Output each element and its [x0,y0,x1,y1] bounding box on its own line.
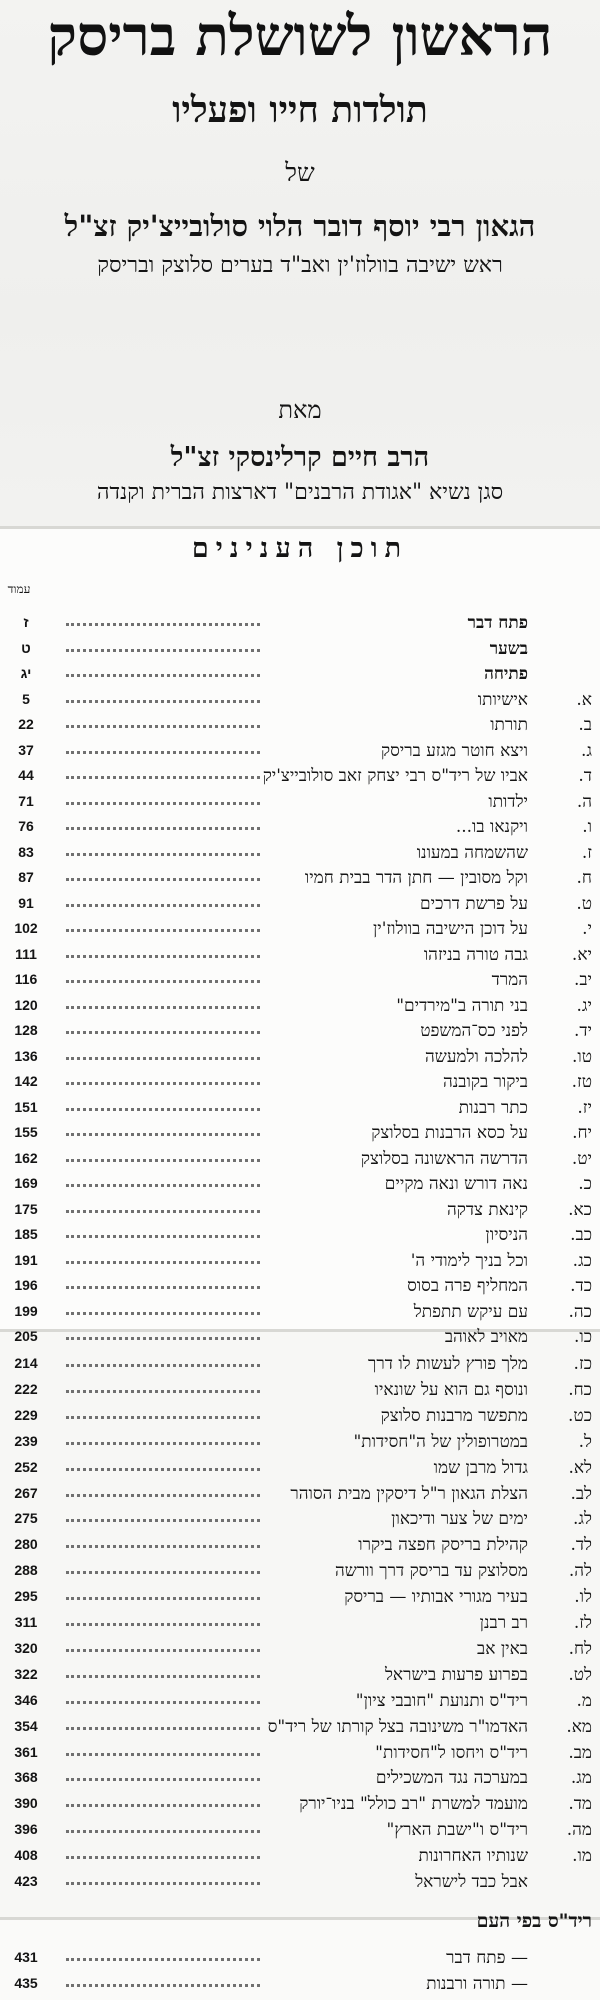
of-word: של [285,158,315,187]
toc-chapter-letter: יב. [573,970,592,990]
toc-entry-title: הצלת הגאון ר"ל דיסקין מבית הסוהר [290,1484,528,1504]
toc-entry-title: גדול מרבן שמו [433,1458,528,1478]
toc-entry [0,1298,600,1326]
toc-page-number: 239 [14,1433,38,1449]
toc-entry [0,1531,600,1559]
toc-entry-title: אביו של ריד"ס רבי יצחק זאב סולובייצ'יק [262,766,528,786]
toc-chapter-letter: לט. [568,1665,592,1685]
toc-page-number: ז [23,614,29,630]
toc-chapter-letter: יא. [571,945,592,965]
toc-entry [0,1557,600,1585]
toc-chapter-letter: מה. [566,1820,592,1840]
toc-entry [0,1583,600,1611]
toc-chapter-letter: לג. [573,1509,592,1529]
toc-page-number: 175 [14,1201,38,1217]
book-title: הראשון לשושלת בריסק [47,3,553,68]
toc-entry-title: בני תורה ב"מירדים" [396,996,528,1016]
toc-entry-title: לפני כס־המשפט [420,1021,528,1041]
toc-entry [0,1816,600,1844]
toc-page-number: 222 [14,1381,38,1397]
toc-entry [0,1221,600,1249]
toc-entry-title: ויצא חוטר מגזע בריסק [381,741,528,761]
toc-entry-title: שנותיו האחרונות [418,1846,528,1866]
author-name: הרב חיים קרלינסקי זצ"ל [170,442,430,473]
toc-chapter-letter: יט. [571,1149,592,1169]
toc-page-number: 368 [14,1769,38,1785]
toc-chapter-letter: י. [582,919,592,939]
toc-chapter-letter: לב. [570,1484,592,1504]
toc-entry [0,966,600,994]
toc-page-number: 229 [14,1407,38,1423]
toc-page-number: 162 [14,1150,38,1166]
toc-page-number: 196 [14,1277,38,1293]
toc-entry [0,1480,600,1508]
toc-entry [0,864,600,892]
toc-chapter-letter: לו. [574,1587,592,1607]
photo-seam [0,526,600,529]
toc-chapter-letter: ה. [576,792,592,812]
toc-entry-title: להלכה ולמעשה [425,1047,528,1067]
toc-entry-title: מאויב לאוהב [444,1327,528,1347]
toc-chapter-letter: טז. [571,1072,592,1092]
toc-entry [0,1790,600,1818]
toc-page-number: 120 [14,997,38,1013]
title-page [0,0,600,527]
toc-chapter-letter: כח. [568,1380,592,1400]
toc-page-number: 205 [14,1328,38,1344]
toc-page-number: 191 [14,1252,38,1268]
toc-entry-title: רב רבנן [479,1613,528,1633]
toc-entry [0,1739,600,1767]
toc-page-number: 423 [14,1873,38,1889]
toc-entry-title: שהשמחה במעונו [416,843,528,863]
toc-header: תוכן הענינים [191,533,409,564]
toc-page-number: 142 [14,1073,38,1089]
toc-page-number: 214 [14,1355,38,1371]
toc-entry [0,1170,600,1198]
toc-page-number: 37 [18,742,34,758]
subject-name: הגאון רבי יוסף דובר הלוי סולובייצ'יק זצ"ל [64,209,536,243]
toc-entry [0,1068,600,1096]
toc-page-number: 83 [18,844,34,860]
toc-chapter-letter: כו. [573,1327,592,1347]
toc-entry [0,915,600,943]
toc-entry [0,1970,600,1998]
toc-entry [0,1017,600,1045]
toc-entry-title: ונוסף גם הוא על שונאיו [374,1380,528,1400]
toc-entry-title: קינאת צדקה [446,1200,528,1220]
toc-entry-title: ילדותו [488,792,528,812]
toc-entry-title: פתיחה [484,664,528,684]
toc-page-number: 320 [14,1640,38,1656]
toc-entry [0,1868,600,1896]
toc-entry [0,839,600,867]
toc-chapter-letter: כד. [570,1276,592,1296]
toc-entry-title: גבה טורה בניזהו [423,945,528,965]
toc-entry [0,1713,600,1741]
toc-chapter-letter: ט. [576,894,592,914]
toc-chapter-letter: מג. [570,1768,592,1788]
toc-page-number: 87 [18,869,34,885]
author-role: סגן נשיא "אגודת הרבנים" דארצות הברית וקנדה [96,480,504,505]
toc-entry-title: — תורה ורבנות [426,1974,528,1994]
toc-chapter-letter: לז. [573,1613,592,1633]
toc-entry-title: בפרוע פרעות בישראל [384,1665,528,1685]
toc-page-number: 91 [18,895,34,911]
toc-entry [0,1402,600,1430]
toc-entry [0,941,600,969]
toc-entry [0,1687,600,1715]
toc-entry-title: נאה דורש ונאה מקיים [384,1174,528,1194]
toc-page-number: 390 [14,1795,38,1811]
toc-entry [0,1196,600,1224]
toc-entry [0,1094,600,1122]
toc-chapter-letter: טו. [571,1047,592,1067]
toc-entry [0,737,600,765]
toc-entry-title: מסלוצק עד בריסק דרך וורשה [335,1561,528,1581]
toc-entry-title: מועמד למשרת "רב כולל" בניו־יורק [299,1794,528,1814]
toc-page-number: 252 [14,1459,38,1475]
toc-entry [0,1842,600,1870]
toc-chapter-letter: ל. [578,1432,592,1452]
toc-page-number: 354 [14,1718,38,1734]
toc-entry [0,813,600,841]
by-word: מאת [278,396,322,424]
toc-entry-title: על דוכן הישיבה בוולוז'ין [372,919,528,939]
toc-page-number: 431 [14,1949,38,1965]
toc-entry-title: וקל מסובין — חתן הדר בבית חמיו [304,868,528,888]
toc-entry-title: האדמו"ר משינובה בצל קורתו של ריד"ס [267,1717,528,1737]
toc-entry [0,635,600,663]
toc-entry [0,1764,600,1792]
toc-page-number: 288 [14,1562,38,1578]
toc-page-number: 185 [14,1226,38,1242]
toc-page-number: 267 [14,1485,38,1501]
toc-chapter-letter: כה. [568,1302,592,1322]
toc-entry [0,992,600,1020]
toc-entry [0,686,600,714]
toc-entry [0,890,600,918]
toc-chapter-letter: מ. [576,1691,592,1711]
toc-entry-title: ימים של צער ודיכאון [391,1509,528,1529]
toc-entry-title: תורתו [490,715,528,735]
toc-entry-title: וכל בניך לימודי ה' [410,1251,528,1271]
toc-chapter-letter: יז. [577,1098,592,1118]
toc-page-number: 71 [18,793,34,809]
toc-chapter-letter: מד. [568,1794,592,1814]
toc-page-number: 136 [14,1048,38,1064]
toc-page-number: 435 [14,1975,38,1991]
toc-page-number: 111 [15,946,37,962]
toc-entry [0,762,600,790]
toc-chapter-letter: מו. [572,1846,592,1866]
toc-entry [0,1944,600,1972]
page-column-label: עמוד [7,582,31,596]
toc-chapter-letter: כג. [572,1251,592,1271]
toc-entry-title: באין אב [477,1639,528,1659]
toc-entry-title: ריד"ס ו"ישבת הארץ" [386,1820,528,1840]
toc-page-number: 199 [14,1303,38,1319]
toc-chapter-letter: לא. [568,1458,592,1478]
toc-entry-title: המחליף פרה בסוס [407,1276,528,1296]
toc-page-number: 155 [14,1124,38,1140]
toc-entry-title: כתר רבנות [458,1098,528,1118]
toc-chapter-letter: יח. [572,1123,592,1143]
toc-entry-title: בעיר מגורי אבותיו — בריסק [344,1587,528,1607]
toc-entry-title: ביקור בקובנה [443,1072,528,1092]
toc-page-number: יג [20,665,32,681]
toc-entry-title: על כסא הרבנות בסלוצק [371,1123,528,1143]
toc-page-number: 116 [14,971,38,987]
toc-entry [0,711,600,739]
toc-page-number: 22 [18,716,34,732]
toc-entry-title: הדרשה הראשונה בסלוצק [360,1149,528,1169]
toc-page-number: 311 [14,1614,38,1630]
toc-chapter-letter: יד. [573,1021,592,1041]
toc-entry [0,1454,600,1482]
toc-page-number: 76 [18,818,34,834]
toc-chapter-letter: כז. [573,1354,592,1374]
toc-entry [0,1247,600,1275]
toc-chapter-letter: לח. [568,1639,592,1659]
toc-entry-title: קהילת בריסק חפצה ביקרו [358,1535,528,1555]
toc-page-number: 346 [14,1692,38,1708]
toc-page-number: 44 [18,767,34,783]
toc-entry [0,788,600,816]
toc-entry-title: המרד [491,970,528,990]
section-heading: ריד"ס בפי העם [476,1910,592,1932]
book-subtitle: תולדות חייו ופעליו [172,89,428,131]
toc-page-number: 295 [14,1588,38,1604]
toc-entry-title: ריד"ס ויחסו ל"חסידות" [375,1743,528,1763]
toc-page-number: ט [21,640,31,656]
toc-chapter-letter: לה. [568,1561,592,1581]
toc-chapter-letter: ב. [578,715,592,735]
toc-page-number: 275 [14,1510,38,1526]
toc-entry [0,1661,600,1689]
toc-chapter-letter: א. [576,690,592,710]
toc-entry-title: ריד"ס ותנועת "חובבי ציון" [355,1691,528,1711]
subject-role: ראש ישיבה בוולוז'ין ואב"ד בערים סלוצק ובריסק [97,253,503,278]
toc-entry [0,660,600,688]
toc-entry [0,1323,600,1351]
toc-entry-title: בשער [489,639,528,659]
toc-entry [0,1272,600,1300]
toc-entry [0,1119,600,1147]
toc-chapter-letter: מא. [566,1717,592,1737]
toc-chapter-letter: לד. [570,1535,592,1555]
toc-page-number: 102 [14,920,38,936]
toc-page-number: 128 [14,1022,38,1038]
toc-page-number: 361 [14,1744,38,1760]
toc-entry-title: במטרופולין של ה"חסידות" [353,1432,528,1452]
toc-chapter-letter: יג. [576,996,592,1016]
toc-entry-title: מלך פורץ לעשות לו דרך [368,1354,528,1374]
toc-entry-title: במערכה נגד המשכילים [375,1768,528,1788]
toc-entry [0,1350,600,1378]
toc-chapter-letter: כא. [568,1200,592,1220]
toc-entry [0,1505,600,1533]
toc-chapter-letter: ג. [580,741,592,761]
toc-entry-title: אישיותו [477,690,528,710]
toc-entry-title: הניסיון [485,1225,528,1245]
toc-chapter-letter: ז. [581,843,592,863]
toc-entry-title: — פתח דבר [446,1948,528,1968]
toc-entry-title: מתפשר מרבנות סלוצק [380,1406,528,1426]
toc-entry-title: על פרשת דרכים [420,894,528,914]
toc-chapter-letter: כ. [578,1174,592,1194]
toc-entry [0,1376,600,1404]
toc-entry [0,1428,600,1456]
toc-chapter-letter: מב. [568,1743,592,1763]
toc-entry-title: אבל כבד לישראל [415,1872,528,1892]
toc-entry [0,1635,600,1663]
toc-entry-title: עם עיקש תתפתל [413,1302,528,1322]
toc-page-number: 169 [14,1175,38,1191]
toc-page-number: 151 [14,1099,38,1115]
toc-page-number: 5 [22,691,30,707]
toc-page-number: 322 [14,1666,38,1682]
toc-page-number: 280 [14,1536,38,1552]
toc-chapter-letter: כב. [570,1225,592,1245]
toc-chapter-letter: ח. [576,868,592,888]
toc-page-number: 408 [14,1847,38,1863]
toc-entry [0,1609,600,1637]
toc-entry [0,1145,600,1173]
toc-entry [0,1043,600,1071]
toc-entry-title: פתח דבר [467,613,528,633]
toc-page-number: 396 [14,1821,38,1837]
toc-chapter-letter: ו. [582,817,592,837]
toc-entry-title: ויקנאו בו... [455,817,528,837]
toc-chapter-letter: ד. [578,766,592,786]
toc-entry [0,609,600,637]
toc-chapter-letter: כט. [568,1406,592,1426]
